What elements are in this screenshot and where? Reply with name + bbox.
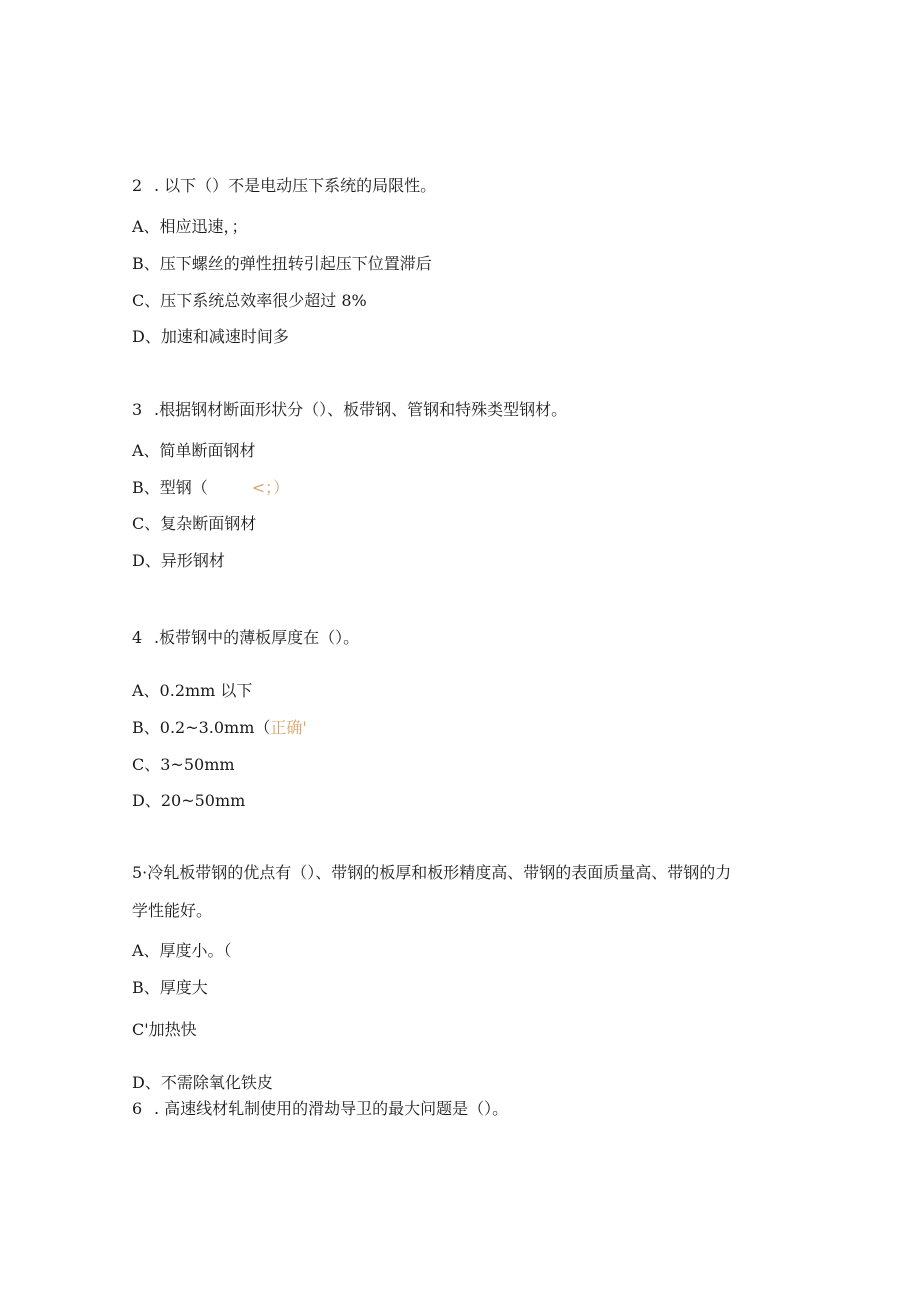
question-2-option-b: B、压下螺丝的弹性扭转引起压下位置滞后	[132, 254, 432, 273]
question-2-stem	[132, 176, 436, 196]
option-text: B、0.2~3.0mm（	[132, 718, 271, 737]
question-4-option-b	[132, 718, 307, 738]
question-number: 4	[132, 628, 143, 647]
question-3-option-b	[132, 478, 289, 498]
question-5-option-c: C'加热快	[132, 1020, 197, 1039]
question-text: . 高速线材轧制使用的滑劫导卫的最大问题是（）。	[154, 1099, 509, 1118]
question-4-option-d: D、20~50mm	[132, 791, 246, 810]
question-text: .板带钢中的薄板厚度在（）。	[154, 628, 360, 647]
question-number: 3	[132, 400, 143, 419]
question-number: 2	[132, 176, 143, 195]
question-5-stem-line-1: 5·冷轧板带钢的优点有（）、带钢的板厚和板形精度高、带钢的表面质量高、带钢的力	[132, 863, 732, 882]
question-text: .根据钢材断面形状分（）、板带钢、管钢和特殊类型钢材。	[154, 400, 568, 419]
question-5-option-b: B、厚度大	[132, 978, 208, 997]
question-3-option-d: D、异形钢材	[132, 551, 225, 570]
answer-annotation: <；）	[251, 478, 290, 497]
answer-annotation: 正确'	[270, 718, 307, 737]
question-3-stem	[132, 400, 567, 420]
question-6-stem	[132, 1099, 508, 1119]
question-5-stem-line-2: 学性能好。	[132, 901, 213, 920]
question-text: . 以下（）不是电动压下系统的局限性。	[154, 176, 437, 195]
question-3-option-c: C、复杂断面钢材	[132, 514, 257, 533]
question-5-option-d: D、不需除氧化铁皮	[132, 1073, 273, 1092]
question-4-option-a: A、0.2mm 以下	[132, 681, 253, 700]
question-4-stem	[132, 628, 359, 648]
option-text: B、型钢（	[132, 478, 208, 497]
question-4-option-c: C、3~50mm	[132, 755, 235, 774]
question-2-option-d: D、加速和减速时间多	[132, 327, 289, 346]
question-3-option-a: A、简单断面钢材	[132, 441, 256, 460]
question-number: 6	[132, 1099, 143, 1118]
question-2-option-c: C、压下系统总效率很少超过 8%	[132, 291, 367, 310]
question-5-option-a: A、厚度小。（	[132, 941, 232, 960]
question-2-option-a: A、相应迅速，；	[132, 217, 248, 236]
